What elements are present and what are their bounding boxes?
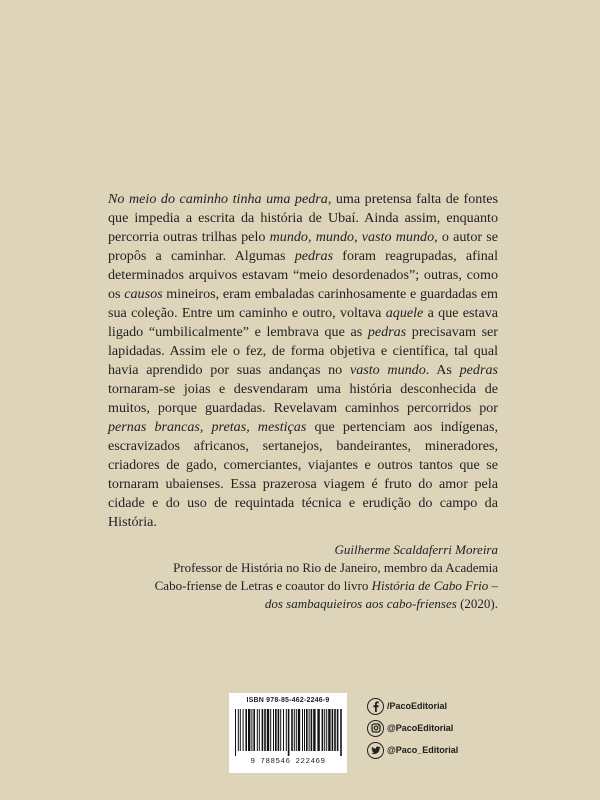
social-facebook[interactable] xyxy=(367,697,507,715)
barcode-bar xyxy=(278,709,280,751)
blurb-text xyxy=(108,190,498,532)
barcode-bar xyxy=(337,709,339,751)
author-credit xyxy=(108,541,498,613)
credit-line-2-text: Cabo-friense de Letras e coautor do livro xyxy=(154,578,372,593)
blurb-text-run: tornaram-se joias e desvendaram uma história desconhecida de muitos, porque guardadas. Revelavam caminhos percorridos por xyxy=(108,381,498,416)
barcode-bar xyxy=(235,709,236,756)
barcode-bar xyxy=(286,709,287,751)
barcode-bar xyxy=(251,709,252,751)
barcode-bar xyxy=(296,709,297,751)
barcode-bar xyxy=(332,709,334,751)
barcode-bar xyxy=(270,709,271,751)
credit-line-1: Professor de História no Rio de Janeiro, membro da Academia xyxy=(173,560,498,575)
barcode-bar xyxy=(328,709,330,751)
barcode-bar xyxy=(294,709,295,751)
barcode-bar xyxy=(326,709,327,751)
barcode-bar xyxy=(253,709,255,751)
barcode-bar xyxy=(283,709,284,751)
barcode-bar xyxy=(243,709,244,751)
blurb-text-run: , o autor se propôs a caminhar. Algumas xyxy=(108,229,499,264)
barcode-bar xyxy=(275,709,277,751)
barcode-bar xyxy=(245,709,247,751)
barcode-bar xyxy=(334,709,336,751)
blurb-text-run: precisavam ser lapidadas. Assim ele o fez, de forma objetiva e científica, tal qual havia aprendido por suas andanças no xyxy=(108,324,499,378)
barcode-bar xyxy=(257,709,258,751)
blurb-text-run: . As xyxy=(425,362,460,378)
barcode-bar xyxy=(304,709,305,751)
barcode-bar xyxy=(238,709,239,751)
barcode-bars xyxy=(233,709,343,756)
barcode-bar xyxy=(306,709,308,751)
facebook-handle[interactable]: /PacoEditorial xyxy=(387,701,448,711)
blurb-italic-run: mundo, mundo, vasto mundo xyxy=(269,229,435,245)
credit-line-3 xyxy=(108,595,498,613)
credit-year: (2020). xyxy=(456,596,498,611)
credit-line-2 xyxy=(108,577,498,595)
barcode-bar xyxy=(324,709,325,751)
barcode-bar xyxy=(240,709,241,751)
blurb-italic-run: pedras xyxy=(459,362,498,378)
barcode-bar xyxy=(302,709,303,751)
social-instagram[interactable] xyxy=(367,719,507,737)
barcode-bar xyxy=(248,709,250,751)
facebook-icon xyxy=(367,698,384,715)
social-twitter[interactable] xyxy=(367,741,507,759)
blurb-text-run: a que estava ligado “umbilicalmente” e lembrava que as xyxy=(108,305,498,340)
blurb-italic-run: vasto mundo xyxy=(349,362,426,378)
barcode-bar xyxy=(291,709,293,751)
isbn-label: ISBN 978-85-462-2246-9 xyxy=(246,697,330,704)
blurb-italic-run: aquele xyxy=(385,305,424,321)
blurb-italic-run: pedras xyxy=(294,248,334,264)
credit-author-name: Guilherme Scaldaferri Moreira xyxy=(334,542,498,557)
barcode-bar xyxy=(262,709,264,751)
blurb-text-run: foram reagrupadas, afinal determinados arquivos estavam “meio desordenados”; outras, como os xyxy=(108,248,498,302)
blurb-italic-run: causos xyxy=(124,286,163,302)
barcode-bar xyxy=(309,709,310,751)
barcode-bar xyxy=(280,709,281,751)
barcode-digits: 9 788546 222469 xyxy=(250,758,326,766)
blurb-paragraph xyxy=(108,190,498,532)
blurb-text-run: , uma pretensa falta de fontes que impedia a escrita da história de Ubaí. Ainda assim, enquanto percorria outras trilhas pelo xyxy=(108,191,499,245)
social-links xyxy=(367,697,507,763)
blurb-italic-run: pernas brancas, pretas, mestiças xyxy=(108,419,307,435)
barcode-bar xyxy=(340,709,342,756)
instagram-icon xyxy=(367,720,384,737)
blurb-text-run: que pertenciam aos indígenas, escravizados africanos, sertanejos, bandeirantes, mineradores, criadores de gado, comerciantes, viajantes e outros tantos que se tornaram ubaienses. Essa prazerosa viagem é fruto do amor pela cidade e do uso de requintada técnica e erudição do campo da História. xyxy=(108,419,498,530)
barcode-bar xyxy=(259,709,260,751)
barcode-bar xyxy=(322,709,324,751)
instagram-handle[interactable]: @PacoEditorial xyxy=(387,723,454,733)
barcode-bar xyxy=(317,709,319,751)
barcode-bar xyxy=(273,709,274,751)
barcode-bar xyxy=(264,709,266,751)
barcode-bar xyxy=(313,709,315,751)
barcode-bar xyxy=(267,709,269,751)
credit-book-title-2: dos sambaquieiros aos cabo-frienses xyxy=(264,596,457,611)
credit-book-title-1: História de Cabo Frio – xyxy=(371,578,498,593)
blurb-italic-run: pedras xyxy=(367,324,407,340)
blurb-italic-run: No meio do caminho tinha uma pedra xyxy=(108,191,328,207)
twitter-icon xyxy=(367,742,384,759)
barcode-bar xyxy=(311,709,313,751)
blurb-text-run: mineiros, eram embaladas carinhosamente e guardadas em sua coleção. Entre um caminho e outro, voltava xyxy=(108,286,498,321)
twitter-handle[interactable]: @Paco_Editorial xyxy=(387,745,459,755)
isbn-barcode xyxy=(229,693,347,773)
barcode-bar xyxy=(288,709,290,756)
barcode-bar xyxy=(298,709,300,751)
